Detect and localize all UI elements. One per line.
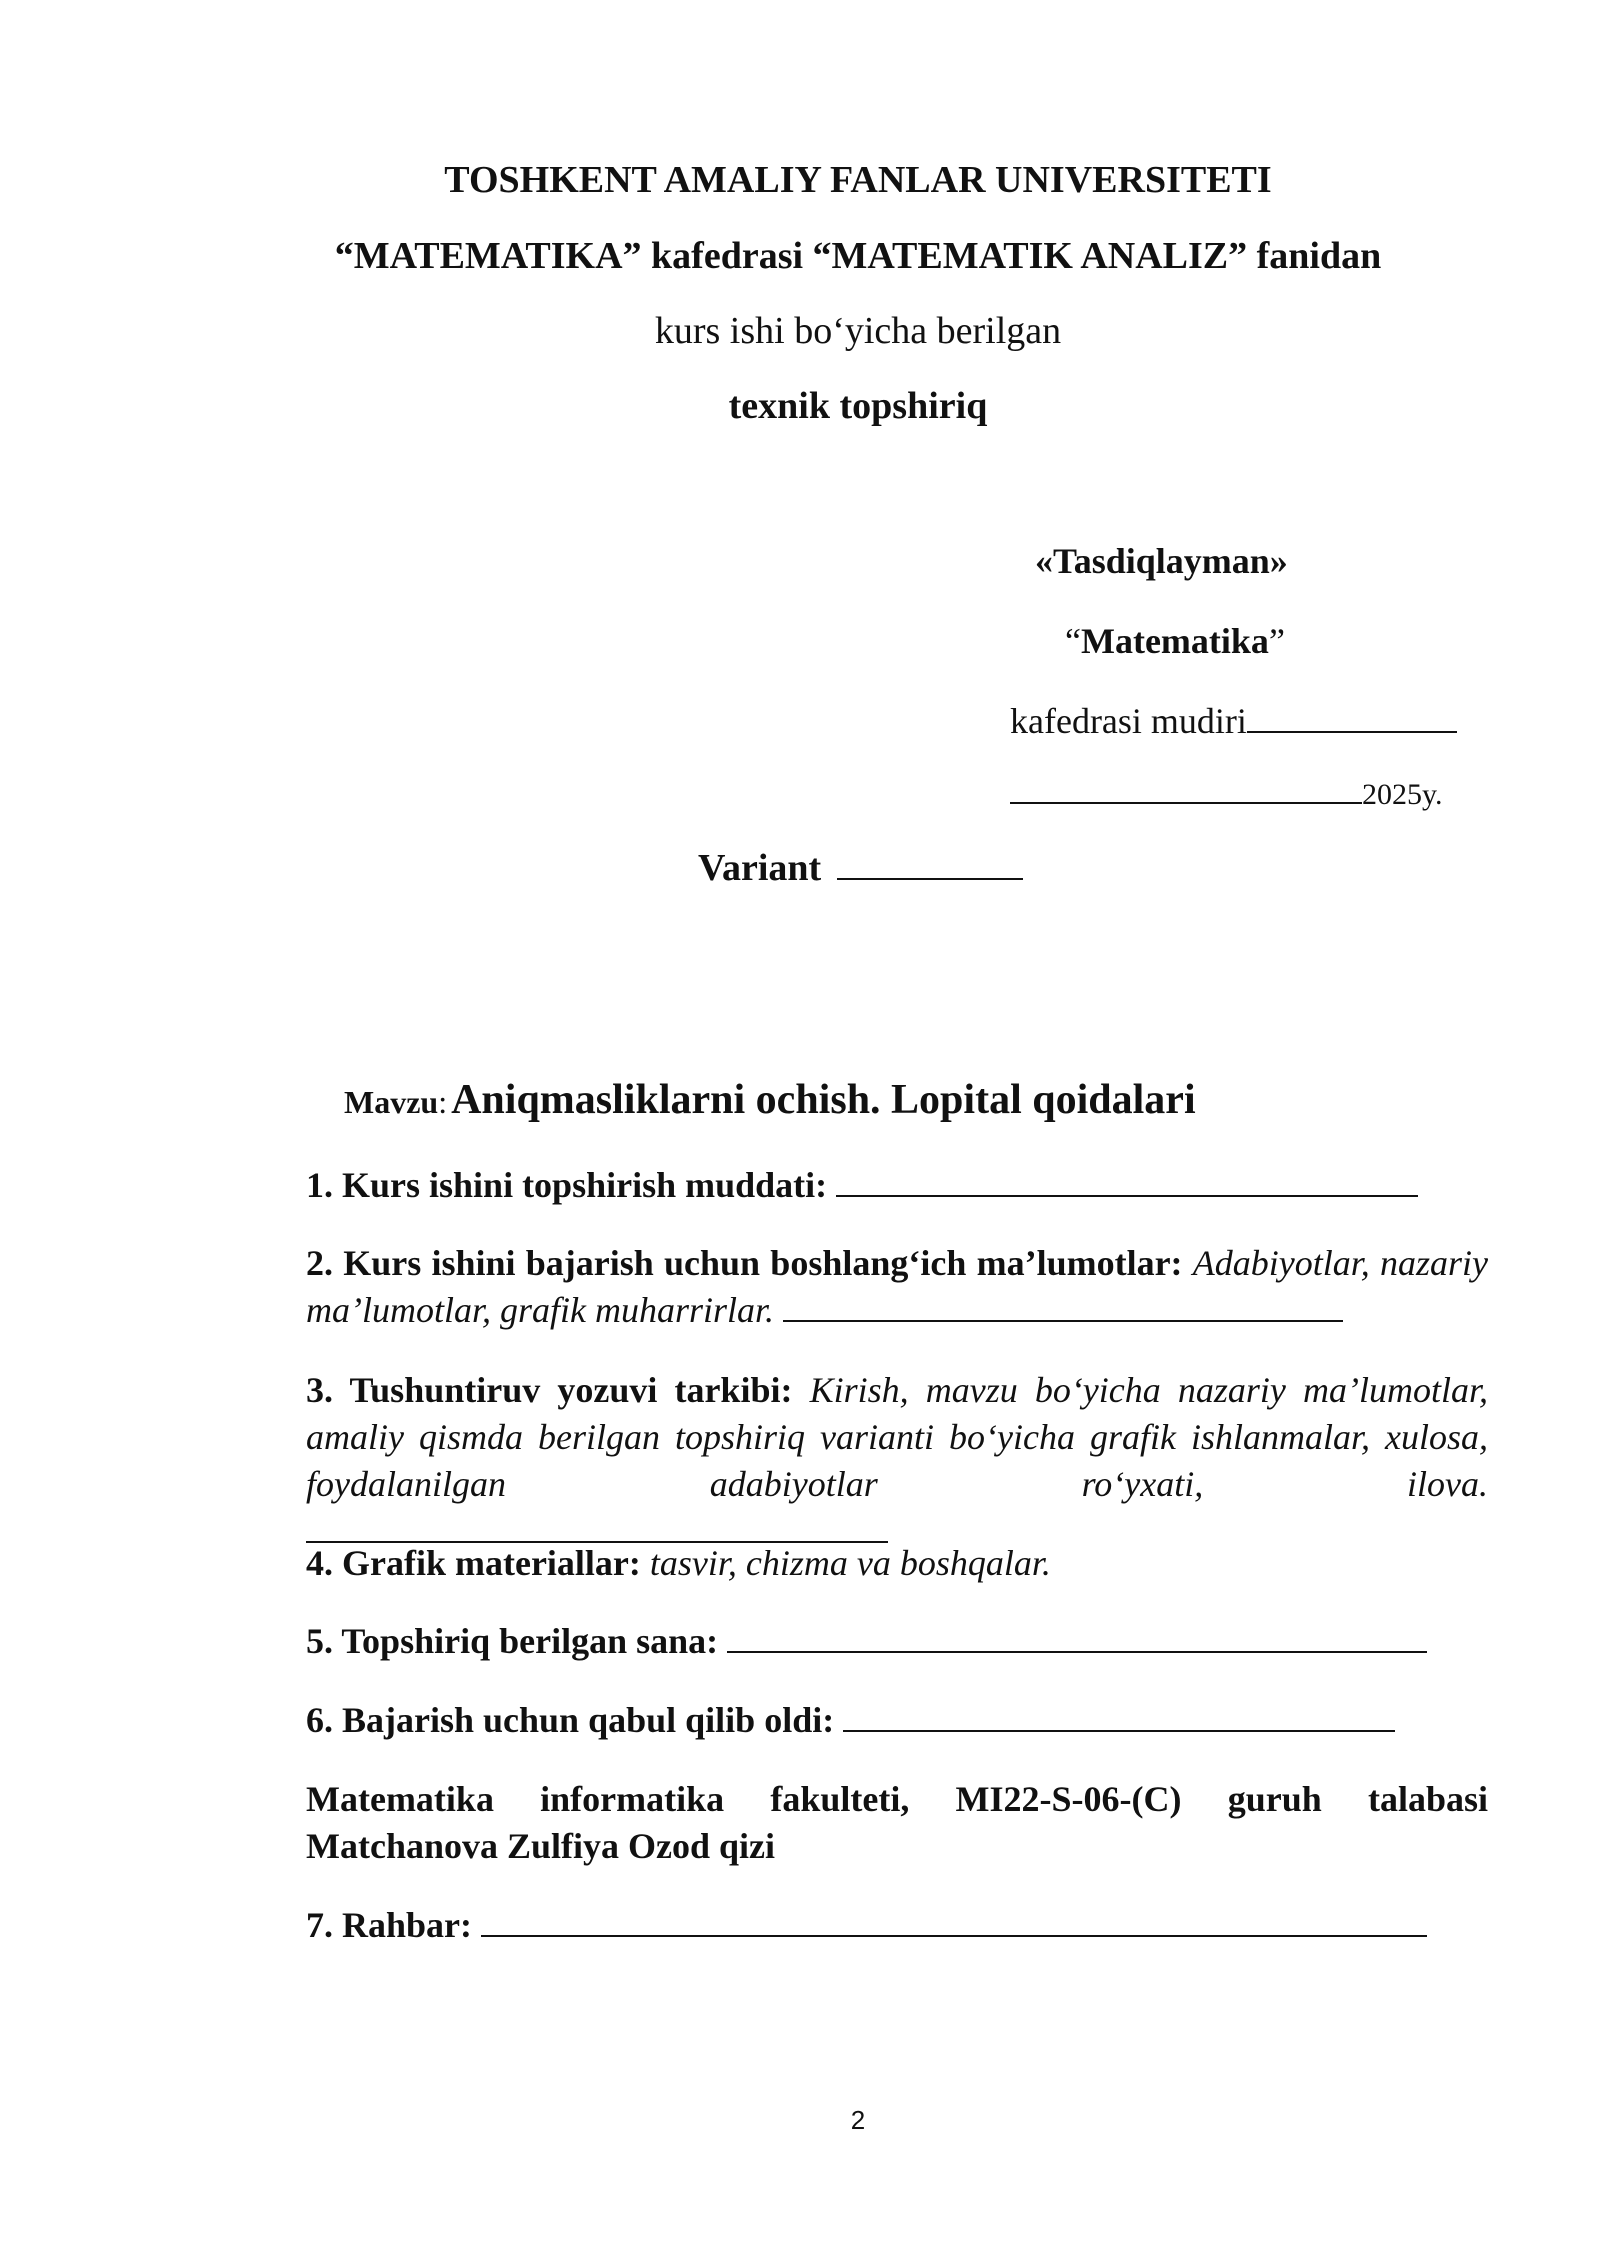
item-supervisor (230, 1902, 1488, 1949)
university-name: TOSHKENT AMALIY FANLAR UNIVERSITETI (444, 159, 1272, 201)
fill-blank (481, 1934, 1427, 1937)
item-accepted-by (230, 1697, 1488, 1744)
item-label: 2. Kurs ishini bajarish uchun boshlang‘ich ma’lumotlar: (306, 1243, 1183, 1283)
item-text: Kirish, mavzu bo‘yicha nazariy ma’lumotlar, amaliy qismda berilgan topshiriq varianti bo‘yicha grafik ishlanmalar, xulosa, foydalanilgan adabiyotlar ro‘yxati, ilova. (306, 1370, 1488, 1504)
approval-date-line (1010, 778, 1443, 812)
department-line: “MATEMATIKA” kafedrasi “MATEMATIK ANALIZ” fanidan (334, 235, 1382, 277)
item-explanatory-note (230, 1367, 1488, 1555)
item-label: 5. Topshiriq berilgan sana: (306, 1621, 719, 1661)
item-initial-data (230, 1240, 1488, 1334)
student-info (230, 1776, 1488, 1870)
item-assignment-date (230, 1618, 1488, 1665)
fill-blank (843, 1729, 1395, 1732)
item-label: 3. Tushuntiruv yozuvi tarkibi: (306, 1370, 793, 1410)
page-number: 2 (850, 2105, 866, 2135)
item-label: 4. Grafik materiallar: (306, 1543, 641, 1583)
variant-line (698, 846, 1023, 890)
topic-label: Mavzu (344, 1084, 439, 1120)
fill-blank (727, 1650, 1427, 1653)
department-head-label: kafedrasi mudiri (1010, 701, 1247, 741)
item-submission-deadline (230, 1162, 1488, 1209)
student-line: Matematika informatika fakulteti, MI22-S-06-(C) guruh talabasi Matchanova Zulfiya Ozod qizi (306, 1779, 1488, 1866)
variant-blank (837, 877, 1023, 880)
fill-blank (783, 1319, 1343, 1322)
signature-blank (1247, 730, 1457, 733)
approval-department-name: Matematika (1080, 621, 1269, 661)
department-head-line (1010, 700, 1457, 742)
item-text: Adabiyotlar, nazariy ma’lumotlar, grafik muharrirlar. (306, 1243, 1489, 1330)
date-blank (1010, 801, 1362, 804)
document-type: texnik topshiriq (728, 385, 988, 427)
approval-year: 2025y. (1362, 778, 1443, 811)
variant-label: Variant (698, 847, 822, 889)
topic-title: Aniqmasliklarni ochish. Lopital qoidalari (451, 1077, 1196, 1123)
approval-department: “Matematika” (1065, 621, 1285, 661)
item-text: tasvir, chizma va boshqalar. (649, 1543, 1051, 1583)
fill-blank (836, 1194, 1418, 1197)
item-graphic-materials (230, 1540, 1488, 1587)
item-label: 6. Bajarish uchun qabul qilib oldi: (306, 1700, 835, 1740)
item-label: 1. Kurs ishini topshirish muddati: (306, 1165, 828, 1205)
approval-title: «Tasdiqlayman» (1035, 541, 1288, 581)
topic-line: Mavzu: Aniqmasliklarni ochish. Lopital qoidalari (344, 1077, 1196, 1123)
item-label: 7. Rahbar: (306, 1905, 473, 1945)
subtitle: kurs ishi bo‘yicha berilgan (654, 310, 1062, 352)
